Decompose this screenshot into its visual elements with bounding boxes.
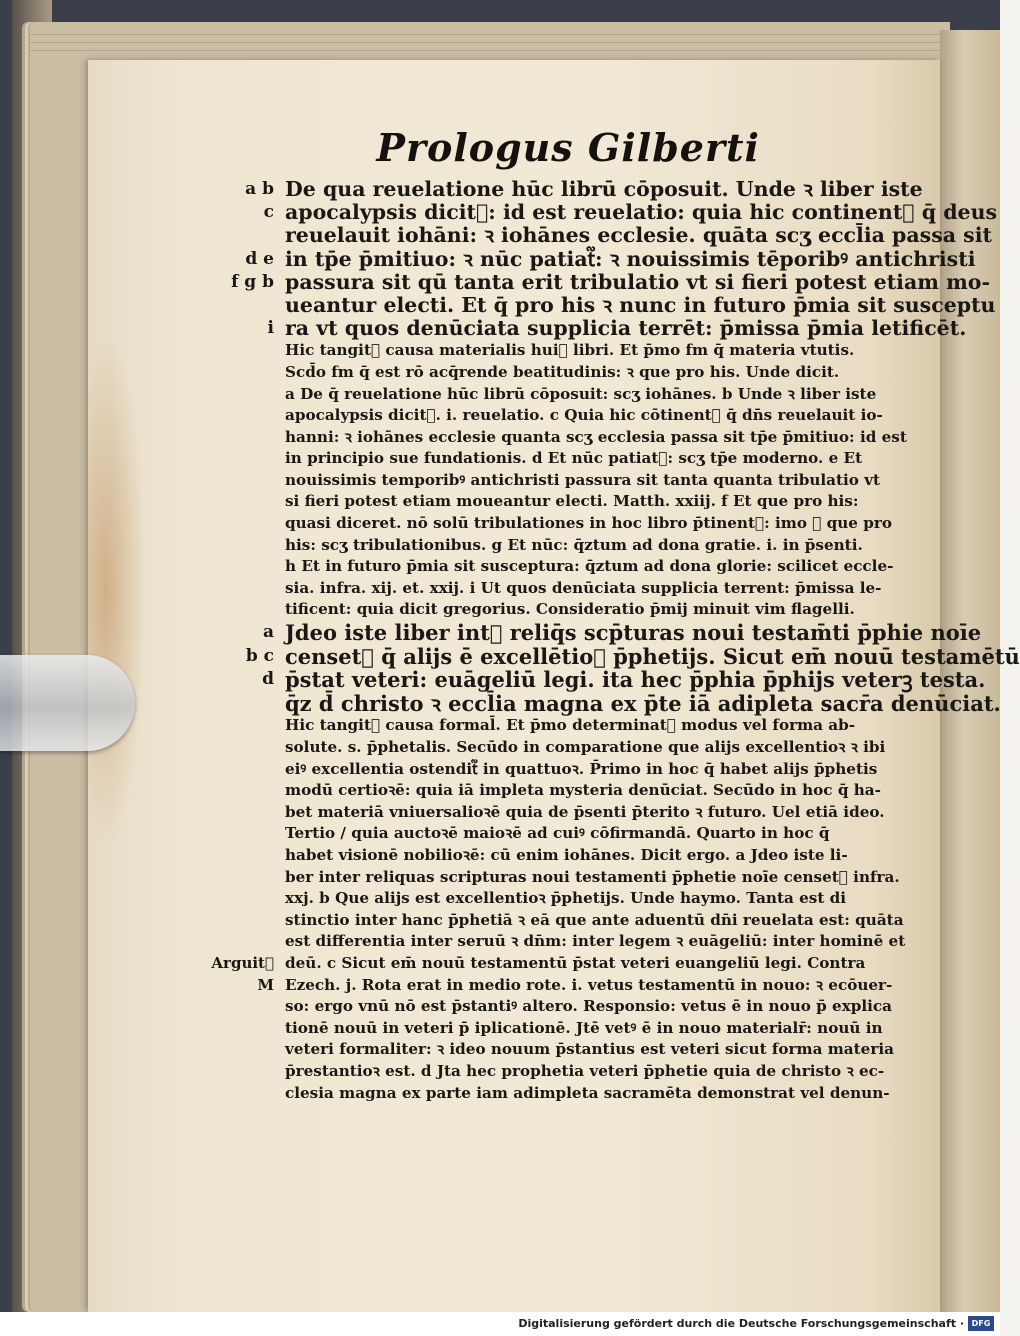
text-line (190, 491, 915, 513)
text-line (190, 780, 915, 802)
digitization-footer (0, 1312, 1000, 1336)
commentary-1 (190, 340, 915, 621)
line-text: xxj. b Que alijs est excellentioꝛ p̄phetijs. Unde haymo. Tanta est di (285, 889, 847, 908)
margin-letter: a (262, 622, 274, 643)
line-text: De qua reuelatione hūc librū cōposuit. Unde ꝛ liber iste (285, 177, 923, 201)
text-line (190, 690, 1001, 716)
water-stain (88, 330, 146, 850)
text-line (190, 667, 986, 693)
margin-letter: f g b (231, 271, 274, 292)
line-text: Scd̄o fm q̄ est rō acq̄rende beatitudinis: ꝛ que pro his. Unde dicit. (285, 362, 840, 381)
main-text-2 (190, 620, 1020, 716)
text-line (190, 759, 915, 781)
line-text: nouissimis temporibꝰ antichristi passura sit tanta quanta tribulatio vt (285, 470, 881, 489)
page-clip (0, 655, 135, 751)
text-line (190, 246, 976, 271)
text-line (190, 362, 915, 384)
text-line (190, 823, 915, 845)
line-text: solute. s. p̄phetalis. Secūdo in comparatione que alijs excellentioꝛ ꝛ ibi (285, 738, 886, 756)
text-line (190, 1083, 915, 1105)
line-text: ueantur electi. Et q̄ pro his ꝛ nunc in futuro p̄mia sit susceptu (285, 292, 996, 317)
line-text: hanni: ꝛ iohānes ecclesie quanta scʒ ecclesia passa sit tp̄e p̄mitiuo: id est (285, 427, 907, 446)
line-text: si fieri potest etiam moueantur electi. Matth. xxiij. f Et que pro his: (285, 492, 859, 511)
line-text: Tertio / quia auctoꝛē maioꝛē ad cuiꝰ cōfirmandā. Quarto in hoc q̄ (285, 824, 830, 843)
margin-letter: c (263, 202, 274, 223)
line-text: apocalypsis dicit᷑. i. reuelatio. c Quia hic cōtinent᷑ q̄ dn̄s reuelauit io- (285, 406, 883, 425)
text-line (190, 578, 915, 600)
text-line (190, 1039, 915, 1061)
margin-letter: i (267, 318, 274, 339)
text-line (190, 715, 915, 737)
text-line (190, 975, 915, 997)
line-text: ra vt quos denūciata supplicia terrēt: p̄missa p̄mia letificēt. (285, 316, 967, 341)
page-text (190, 125, 1020, 1104)
line-text: bet materiā vniuersalioꝛē quia de p̄senti p̄terito ꝛ futuro. Uel etiā ideo. (285, 802, 885, 821)
text-line (190, 910, 915, 932)
line-text: passura sit qū tanta erit tribulatio vt si fieri potest etiam mo- (285, 269, 990, 294)
line-text: Ezech. j. Rota erat in medio rote. i. vetus testamentū in nouo: ꝛ ecōuer- (285, 975, 893, 994)
text-line (190, 292, 996, 317)
text-line (190, 888, 915, 910)
line-text: quasi diceret. nō solū tribulationes in hoc libro p̄tinent᷑: imo ꝛ que pro (285, 514, 892, 533)
page-heading: Prologus Gilberti (376, 125, 760, 170)
line-text: his: scʒ tribulationibus. g Et nūc: q̄ztum ad dona gratie. i. in p̄senti. (285, 535, 863, 554)
line-text: in principio sue fundationis. d Et nūc patiat᷑: scʒ tp̄e moderno. e Et (285, 449, 863, 468)
text-line (190, 996, 915, 1018)
line-text: Jdeo iste liber int᷑ reliq̄s scp̄turas noui testam̄ti p̄phie noīe (285, 620, 982, 646)
text-line (190, 269, 990, 294)
line-text: h Et in futuro p̄mia sit susceptura: q̄ztum ad dona glorie: scilicet eccle- (285, 557, 894, 576)
text-line (190, 448, 915, 470)
line-text: est differentia inter seruū ꝛ dn̄m: inter legem ꝛ euāgeliū: inter hominē et (285, 932, 906, 951)
line-text: ber inter reliquas scripturas noui testamenti p̄phetie noīe censet᷑ infra. (285, 867, 900, 886)
margin-letter: d e (245, 248, 274, 269)
text-line (190, 1018, 915, 1040)
text-line (190, 845, 915, 867)
text-line (190, 953, 915, 975)
text-line (190, 405, 915, 427)
line-text: tionē nouū in veteri p̄ iplicationē. Jtē vetꝰ ē in nouo materialr̄: nouū in (285, 1018, 883, 1037)
text-line (190, 620, 982, 646)
text-line (190, 470, 915, 492)
line-text: deū. c Sicut em̄ nouū testamentū p̄stat veteri euangeliū legi. Contra (285, 953, 866, 972)
text-line (190, 643, 1020, 669)
dfg-logo: DFG (968, 1316, 994, 1331)
line-text: veteri formaliter: ꝛ ideo nouum p̄stantius est veteri sicut forma materia (285, 1040, 894, 1059)
text-line (190, 200, 998, 225)
text-line (190, 316, 967, 341)
line-text: eiꝰ excellentia ostendit᷑ in quattuoꝛ. P̄rimo in hoc q̄ habet alijs p̄phetis (285, 759, 878, 778)
text-line (190, 1061, 915, 1083)
line-text: p̄stat veteri: euāgeliū legi. ita hec p̄phia p̄phijs veterꝫ testa. (285, 667, 986, 693)
text-line (190, 931, 915, 953)
line-text: censet᷑ q̄ alijs ē excellētioꝛ p̄phetijs. Sicut em̄ nouū testamētū (285, 643, 1020, 669)
margin-letter: d (262, 669, 274, 690)
line-text: Hic tangit᷑ causa formal̄. Et p̄mo determinat᷑ modus vel forma ab- (285, 716, 856, 735)
line-text: q̄z d̄ christo ꝛ eccl̄ia magna ex p̄te iā adipleta sacr̄a denūciat. (285, 690, 1001, 716)
line-text: sia. infra. xij. et. xxij. i Ut quos denūciata supplicia terrent: p̄missa le- (285, 578, 882, 597)
commentary-2 (190, 715, 915, 1104)
text-line (190, 177, 923, 201)
line-text: clesia magna ex parte iam adimpleta sacramēta demonstrat vel denun- (285, 1083, 890, 1102)
text-line (190, 867, 915, 889)
text-line (190, 223, 992, 248)
line-text: modū certioꝛē: quia iā impleta mysteria denūciat. Secūdo in hoc q̄ ha- (285, 781, 881, 800)
main-text-1 (190, 177, 998, 341)
text-line (190, 802, 915, 824)
text-line (190, 737, 915, 759)
line-text: apocalypsis dicit᷑: id est reuelatio: quia hic continent᷑ q̄ deus (285, 200, 998, 225)
line-text: tificent: quia dicit gregorius. Consideratio p̄mij minuit vim flagelli. (285, 600, 855, 619)
text-line (190, 384, 915, 406)
line-text: stinctio inter hanc p̄phetiā ꝛ eā que ante aduentū dn̄i reuelata est: quāta (285, 910, 904, 929)
text-line (190, 535, 915, 557)
line-text: reuelauit iohāni: ꝛ iohānes ecclesie. quāta scʒ eccl̄ia passa sit (285, 223, 992, 248)
text-line (190, 599, 915, 621)
line-text: Hic tangit᷑ causa materialis huiꝰ libri. Et p̄mo fm q̄ materia vtutis. (285, 341, 855, 360)
text-line (190, 513, 915, 535)
margin-letter: a b (245, 179, 274, 199)
funding-credit: Digitalisierung gefördert durch die Deutsche Forschungsgemeinschaft · (518, 1317, 964, 1330)
margin-letter: Arguit᷑ (211, 953, 274, 972)
text-line (190, 556, 915, 578)
line-text: in tp̄e p̄mitiuo: ꝛ nūc patiat᷑: ꝛ nouissimis tēporibꝰ antichristi (285, 246, 976, 271)
line-text: so: ergo vnū nō est p̄stantiꝰ altero. Responsio: vetus ē in nouo p̄ explica (285, 997, 893, 1016)
text-line (190, 340, 915, 362)
line-text: p̄restantioꝛ est. d Jta hec prophetia veteri p̄phetie quia de christo ꝛ ec- (285, 1061, 885, 1080)
margin-letter: b c (245, 645, 274, 666)
line-text: habet visionē nobilioꝛē: cū enim iohānes. Dicit ergo. a Jdeo iste li- (285, 845, 848, 864)
text-line (190, 427, 915, 449)
line-text: a De q̄ reuelatione hūc librū cōposuit: scʒ iohānes. b Unde ꝛ liber iste (285, 384, 877, 403)
margin-letter: M (257, 975, 274, 994)
